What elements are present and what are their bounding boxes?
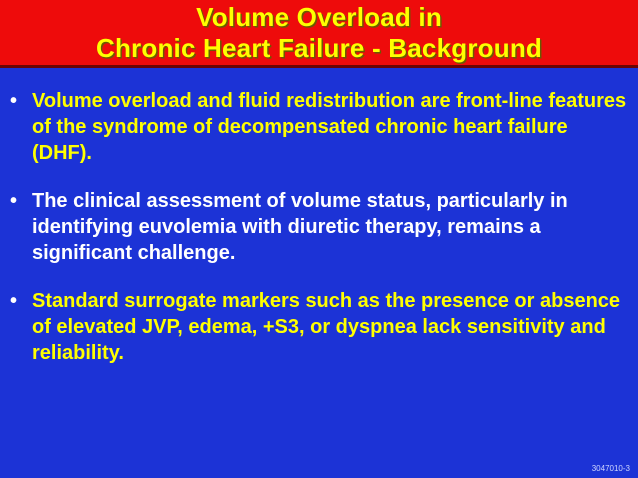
bullet-item-clinical-assessment bbox=[8, 188, 632, 266]
title-bar bbox=[0, 0, 638, 68]
bullet-marker: • bbox=[10, 190, 18, 212]
bullet-text: The clinical assessment of volume status, particularly in identifying euvolemia with diuretic therapy, remains a significant challenge. bbox=[32, 190, 568, 264]
bullet-item-volume-overload bbox=[8, 88, 632, 166]
bullet-list bbox=[8, 88, 632, 388]
bullet-text: Standard surrogate markers such as the presence or absence of elevated JVP, edema, +S3, or dyspnea lack sensitivity and reliability. bbox=[32, 290, 621, 364]
bullet-text: Volume overload and fluid redistribution are front-line features of the syndrome of decompensated chronic heart failure (DHF). bbox=[32, 90, 627, 164]
slide-id: 3047010-3 bbox=[591, 464, 630, 473]
bullet-item-surrogate-markers bbox=[8, 288, 632, 366]
slide-title-line-1: Volume Overload in bbox=[196, 2, 442, 32]
bullet-marker: • bbox=[10, 290, 18, 312]
slide-title-line-2: Chronic Heart Failure - Background bbox=[96, 33, 542, 63]
bullet-marker: • bbox=[10, 90, 18, 112]
